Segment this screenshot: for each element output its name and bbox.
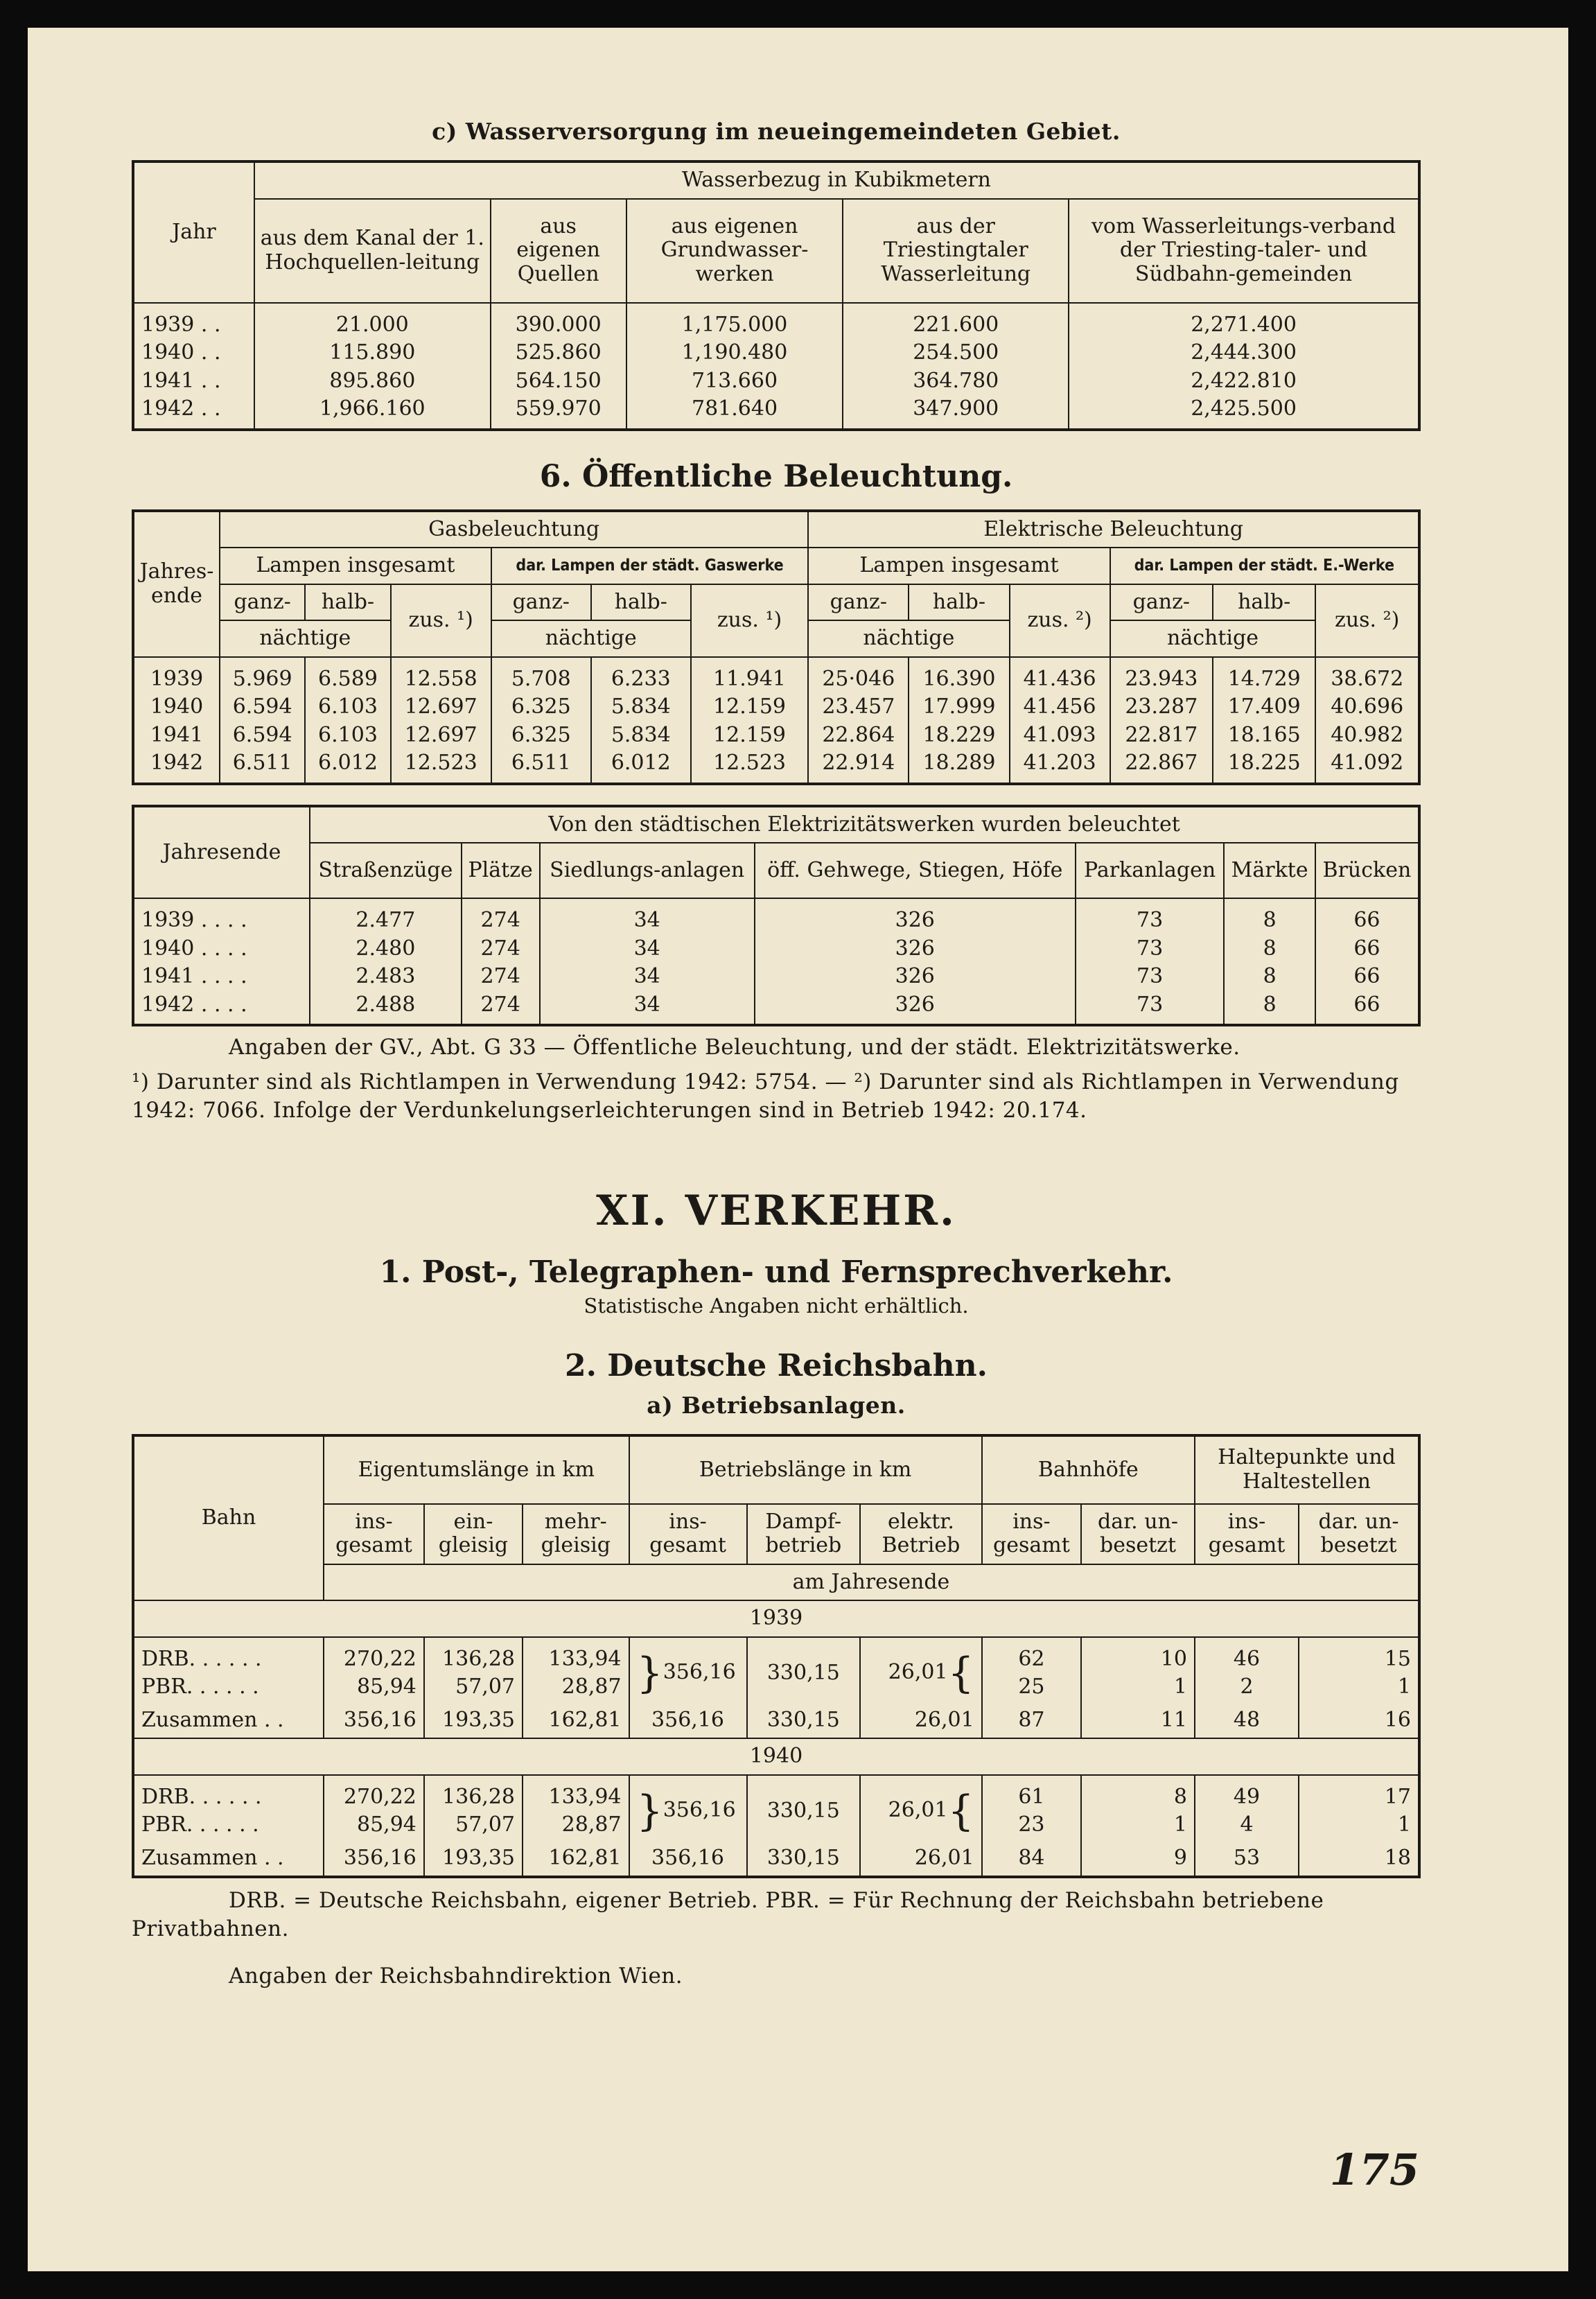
rail-header-bahnhoefe: Bahnhöfe <box>982 1435 1195 1504</box>
rail-row-sum <box>133 1702 1419 1739</box>
table-cell: 136,28 <box>424 1775 523 1812</box>
section-post-note: Statistische Angaben nicht erhältlich. <box>584 1293 969 1318</box>
electric-header-year: Jahresende <box>133 806 310 899</box>
rail-merged-betrieb <box>629 1775 747 1839</box>
lighting-gas-total-header: Lampen insgesamt <box>220 548 491 584</box>
electric-table-body <box>133 898 1419 1025</box>
table-cell: 12.523 <box>391 749 491 784</box>
table-cell: 193,35 <box>424 1702 523 1739</box>
table-cell: 4 <box>1195 1811 1299 1839</box>
rail-sub-header: ein-gleisig <box>424 1504 523 1564</box>
row-year: 1939 <box>133 657 220 694</box>
naechtige-header: nächtige <box>1110 620 1316 657</box>
electric-col-header: Parkanlagen <box>1076 843 1225 898</box>
rail-table-body <box>133 1600 1419 1877</box>
electric-col-header: Brücken <box>1315 843 1419 898</box>
table-cell: 49 <box>1195 1775 1299 1812</box>
table-cell: 25 <box>982 1673 1081 1702</box>
row-year: 1940 . . . . <box>133 935 310 963</box>
rail-row-sum <box>133 1839 1419 1878</box>
rail-year-row <box>133 1738 1419 1775</box>
lighting-section-title: 6. Öffentliche Beleuchtung. <box>539 458 1013 494</box>
water-table-title: c) Wasserversorgung im neueingemeindeten Gebiet. <box>432 118 1121 145</box>
table-cell: 2.480 <box>310 935 462 963</box>
table-cell: 23.943 <box>1110 657 1213 694</box>
water-table <box>132 160 1421 431</box>
halb-header: halb- <box>591 584 691 621</box>
page-content <box>132 118 1421 1990</box>
table-cell: 8 <box>1224 991 1315 1026</box>
table-cell: 2.477 <box>310 898 462 935</box>
table-cell: 73 <box>1076 991 1225 1026</box>
table-cell: 6.233 <box>591 657 691 694</box>
table-row <box>133 395 1419 430</box>
water-col-header: aus der Triestingtaler Wasserleitung <box>843 199 1069 303</box>
zus-header: zus. ²) <box>1315 584 1419 657</box>
table-cell: 193,35 <box>424 1839 523 1878</box>
section-rail-subtitle: a) Betriebsanlagen. <box>647 1391 906 1419</box>
rail-year-row <box>133 1600 1419 1637</box>
table-cell: 347.900 <box>843 395 1069 430</box>
electric-col-header: Plätze <box>462 843 540 898</box>
naechtige-header: nächtige <box>491 620 691 657</box>
rail-betrieb-value: 356,16 <box>663 1798 736 1823</box>
table-cell: 6.594 <box>220 722 305 750</box>
table-cell: 28,87 <box>523 1673 629 1702</box>
rail-header-betrieb: Betriebslänge in km <box>629 1435 982 1504</box>
water-header-group: Wasserbezug in Kubikmetern <box>254 161 1419 199</box>
table-cell: 270,22 <box>324 1775 424 1812</box>
table-cell: 2,444.300 <box>1069 339 1419 367</box>
table-cell: 133,94 <box>523 1775 629 1812</box>
table-cell: 162,81 <box>523 1702 629 1739</box>
table-cell: 41.092 <box>1315 749 1419 784</box>
table-cell: 40.982 <box>1315 722 1419 750</box>
water-table-body <box>133 303 1419 430</box>
table-cell: 12.159 <box>691 722 808 750</box>
table-cell: 8 <box>1224 898 1315 935</box>
table-cell: 2.483 <box>310 963 462 991</box>
table-cell: 5.834 <box>591 722 691 750</box>
table-cell: 1,966.160 <box>254 395 491 430</box>
halb-header: halb- <box>305 584 390 621</box>
rail-elektr-value: 26,01 <box>888 1798 948 1823</box>
table-cell: 41.436 <box>1010 657 1110 694</box>
row-year: 1942 <box>133 749 220 784</box>
electric-header-group: Von den städtischen Elektrizitätswerken wurden beleuchtet <box>310 806 1419 843</box>
table-cell: 1 <box>1081 1811 1195 1839</box>
table-cell: 6.594 <box>220 693 305 722</box>
electric-col-header: Märkte <box>1224 843 1315 898</box>
table-cell: 53 <box>1195 1839 1299 1878</box>
table-row <box>133 367 1419 396</box>
row-year: 1941 <box>133 722 220 750</box>
table-cell: 12.558 <box>391 657 491 694</box>
table-cell: 2.488 <box>310 991 462 1026</box>
table-cell: 8 <box>1224 963 1315 991</box>
rail-row-label: PBR. . . . . . <box>133 1811 324 1839</box>
rail-sub-header: dar. un-besetzt <box>1081 1504 1195 1564</box>
brace-icon: { <box>947 1649 974 1698</box>
naechtige-header: nächtige <box>808 620 1009 657</box>
table-cell: 66 <box>1315 963 1419 991</box>
electric-col-header: öff. Gehwege, Stiegen, Höfe <box>755 843 1076 898</box>
table-cell: 9 <box>1081 1839 1195 1878</box>
table-cell: 62 <box>982 1637 1081 1674</box>
table-cell: 6.325 <box>491 693 591 722</box>
page-number: 175 <box>1329 2144 1419 2195</box>
water-col-header: aus dem Kanal der 1. Hochquellen-leitung <box>254 199 491 303</box>
table-cell: 21.000 <box>254 303 491 340</box>
table-cell: 2,422.810 <box>1069 367 1419 396</box>
table-cell: 6.511 <box>491 749 591 784</box>
table-cell: 85,94 <box>324 1673 424 1702</box>
rail-sub-header: ins-gesamt <box>629 1504 747 1564</box>
section-rail-title: 2. Deutsche Reichsbahn. <box>565 1347 988 1383</box>
rail-sub-header: ins-gesamt <box>324 1504 424 1564</box>
water-col-header: vom Wasserleitungs-verband der Triesting-taler- und Südbahn-gemeinden <box>1069 199 1419 303</box>
table-cell: 6.012 <box>305 749 390 784</box>
rail-row-drb <box>133 1775 1419 1812</box>
rail-sub-header: mehr-gleisig <box>523 1504 629 1564</box>
table-cell: 781.640 <box>626 395 843 430</box>
table-cell: 162,81 <box>523 1839 629 1878</box>
table-cell: 274 <box>462 991 540 1026</box>
table-cell: 57,07 <box>424 1673 523 1702</box>
table-cell: 6.103 <box>305 693 390 722</box>
table-cell: 326 <box>755 935 1076 963</box>
rail-am-jahresende: am Jahresende <box>324 1564 1419 1601</box>
table-cell: 2 <box>1195 1673 1299 1702</box>
table-row <box>133 693 1419 722</box>
table-cell: 11.941 <box>691 657 808 694</box>
table-cell: 364.780 <box>843 367 1069 396</box>
table-cell: 274 <box>462 898 540 935</box>
brace-icon: } <box>636 1787 663 1836</box>
rail-sub-header: dar. un-besetzt <box>1299 1504 1419 1564</box>
row-year: 1939 . . <box>133 303 254 340</box>
electric-col-header: Straßenzüge <box>310 843 462 898</box>
table-cell: 136,28 <box>424 1637 523 1674</box>
table-cell: 66 <box>1315 935 1419 963</box>
ganz-header: ganz- <box>491 584 591 621</box>
table-cell: 41.093 <box>1010 722 1110 750</box>
table-cell: 73 <box>1076 963 1225 991</box>
rail-sub-header: ins-gesamt <box>1195 1504 1299 1564</box>
zus-header: zus. ²) <box>1010 584 1110 657</box>
table-cell: 8 <box>1224 935 1315 963</box>
rail-header-bahn: Bahn <box>133 1435 324 1601</box>
lighting-el-sub-header: dar. Lampen der städt. E.-Werke <box>1110 548 1419 584</box>
table-row <box>133 722 1419 750</box>
table-cell: 713.660 <box>626 367 843 396</box>
halb-header: halb- <box>1213 584 1315 621</box>
rail-merged-elektr <box>860 1775 982 1839</box>
rail-header-eigentum: Eigentumslänge in km <box>324 1435 629 1504</box>
table-cell: 559.970 <box>491 395 626 430</box>
electric-col-header: Siedlungs-anlagen <box>540 843 755 898</box>
electric-works-table <box>132 805 1421 1027</box>
brace-icon: } <box>636 1649 663 1698</box>
table-cell: 356,16 <box>324 1839 424 1878</box>
ganz-header: ganz- <box>220 584 305 621</box>
rail-row-drb <box>133 1637 1419 1674</box>
table-cell: 564.150 <box>491 367 626 396</box>
table-cell: 8 <box>1081 1775 1195 1812</box>
table-row <box>133 898 1419 935</box>
table-cell: 23.287 <box>1110 693 1213 722</box>
water-col-header: aus eigenen Quellen <box>491 199 626 303</box>
table-cell: 34 <box>540 963 755 991</box>
table-cell: 12.697 <box>391 693 491 722</box>
table-row <box>133 963 1419 991</box>
table-cell: 274 <box>462 935 540 963</box>
table-cell: 87 <box>982 1702 1081 1739</box>
table-cell: 84 <box>982 1839 1081 1878</box>
table-cell: 12.159 <box>691 693 808 722</box>
lighting-header-gas: Gasbeleuchtung <box>220 511 808 548</box>
table-cell: 10 <box>1081 1637 1195 1674</box>
rail-sub-header: Dampf-betrieb <box>747 1504 861 1564</box>
table-cell: 6.325 <box>491 722 591 750</box>
table-cell: 356,16 <box>629 1702 747 1739</box>
rail-row-label: DRB. . . . . . <box>133 1775 324 1812</box>
table-row <box>133 657 1419 694</box>
naechtige-header: nächtige <box>220 620 391 657</box>
rail-sub-header: elektr. Betrieb <box>860 1504 982 1564</box>
water-col-header: aus eigenen Grundwasser-werken <box>626 199 843 303</box>
table-cell: 26,01 <box>860 1839 982 1878</box>
table-cell: 1 <box>1081 1673 1195 1702</box>
table-cell: 330,15 <box>747 1839 861 1878</box>
table-cell: 326 <box>755 963 1076 991</box>
table-cell: 330,15 <box>747 1702 861 1739</box>
table-cell: 6.103 <box>305 722 390 750</box>
table-cell: 390.000 <box>491 303 626 340</box>
halb-header: halb- <box>909 584 1009 621</box>
table-cell: 46 <box>1195 1637 1299 1674</box>
rail-note-abbrev: DRB. = Deutsche Reichsbahn, eigener Betrieb. PBR. = Für Rechnung der Reichsbahn betriebene Privatbahnen. <box>132 1888 1324 1941</box>
row-year: 1942 . . . . <box>133 991 310 1026</box>
table-cell: 22.864 <box>808 722 909 750</box>
table-cell: 895.860 <box>254 367 491 396</box>
table-cell: 2,425.500 <box>1069 395 1419 430</box>
table-cell: 356,16 <box>324 1702 424 1739</box>
brace-icon: { <box>947 1787 974 1836</box>
table-cell: 356,16 <box>629 1839 747 1878</box>
table-cell: 270,22 <box>324 1637 424 1674</box>
table-cell: 6.589 <box>305 657 390 694</box>
table-row <box>133 749 1419 784</box>
rail-betrieb-value: 356,16 <box>663 1660 736 1685</box>
table-cell: 14.729 <box>1213 657 1315 694</box>
table-cell: 115.890 <box>254 339 491 367</box>
table-cell: 28,87 <box>523 1811 629 1839</box>
table-cell: 12.697 <box>391 722 491 750</box>
table-cell: 17.409 <box>1213 693 1315 722</box>
row-year: 1942 . . <box>133 395 254 430</box>
table-cell: 1 <box>1299 1673 1419 1702</box>
lighting-el-total-header: Lampen insgesamt <box>808 548 1110 584</box>
table-cell: 17 <box>1299 1775 1419 1812</box>
rail-year-label: 1940 <box>133 1738 1419 1775</box>
chapter-title: XI. VERKEHR. <box>596 1186 956 1235</box>
table-cell: 326 <box>755 991 1076 1026</box>
table-cell: 18.289 <box>909 749 1009 784</box>
rail-merged-betrieb <box>629 1637 747 1702</box>
table-cell: 23 <box>982 1811 1081 1839</box>
table-cell: 16 <box>1299 1702 1419 1739</box>
table-cell: 38.672 <box>1315 657 1419 694</box>
lighting-header-electric: Elektrische Beleuchtung <box>808 511 1419 548</box>
table-cell: 11 <box>1081 1702 1195 1739</box>
row-year: 1939 . . . . <box>133 898 310 935</box>
table-row <box>133 935 1419 963</box>
rail-row-label: Zusammen . . <box>133 1839 324 1878</box>
table-cell: 525.860 <box>491 339 626 367</box>
table-cell: 18.225 <box>1213 749 1315 784</box>
row-year: 1940 <box>133 693 220 722</box>
lighting-table-body <box>133 657 1419 784</box>
rail-sub-header: ins-gesamt <box>982 1504 1081 1564</box>
table-cell: 25·046 <box>808 657 909 694</box>
lighting-footnote: ¹) Darunter sind als Richtlampen in Verwendung 1942: 5754. — ²) Darunter sind als Richtlampen in Verwendung 1942: 7066. Infolge der Verdunkelungserleichterungen sind in Betrieb 1942: 20.174. <box>132 1069 1399 1123</box>
table-cell: 41.203 <box>1010 749 1110 784</box>
table-cell: 41.456 <box>1010 693 1110 722</box>
table-cell: 12.523 <box>691 749 808 784</box>
table-cell: 26,01 <box>860 1702 982 1739</box>
water-header-year: Jahr <box>133 161 254 303</box>
table-cell: 22.817 <box>1110 722 1213 750</box>
table-cell: 66 <box>1315 898 1419 935</box>
rail-row-label: DRB. . . . . . <box>133 1637 324 1674</box>
rail-merged-dampf: 330,15 <box>747 1637 861 1702</box>
table-cell: 18.165 <box>1213 722 1315 750</box>
table-cell: 61 <box>982 1775 1081 1812</box>
table-cell: 5.834 <box>591 693 691 722</box>
table-cell: 40.696 <box>1315 693 1419 722</box>
table-row <box>133 991 1419 1026</box>
table-cell: 23.457 <box>808 693 909 722</box>
table-cell: 2,271.400 <box>1069 303 1419 340</box>
lighting-source-note: Angaben der GV., Abt. G 33 — Öffentliche Beleuchtung, und der städt. Elektrizitätswerke. <box>229 1035 1240 1060</box>
rail-row-label: PBR. . . . . . <box>133 1673 324 1702</box>
table-cell: 66 <box>1315 991 1419 1026</box>
table-cell: 1,190.480 <box>626 339 843 367</box>
rail-elektr-value: 26,01 <box>888 1660 948 1685</box>
table-row <box>133 303 1419 340</box>
table-cell: 274 <box>462 963 540 991</box>
rail-merged-dampf: 330,15 <box>747 1775 861 1839</box>
document-page <box>28 28 1568 2271</box>
table-row <box>133 339 1419 367</box>
table-cell: 18.229 <box>909 722 1009 750</box>
lighting-header-year: Jahres-ende <box>133 511 220 657</box>
table-cell: 6.511 <box>220 749 305 784</box>
ganz-header: ganz- <box>808 584 909 621</box>
table-cell: 85,94 <box>324 1811 424 1839</box>
table-cell: 5.708 <box>491 657 591 694</box>
row-year: 1941 . . <box>133 367 254 396</box>
table-cell: 6.012 <box>591 749 691 784</box>
ganz-header: ganz- <box>1110 584 1213 621</box>
rail-note-source: Angaben der Reichsbahndirektion Wien. <box>229 1963 683 1988</box>
table-cell: 326 <box>755 898 1076 935</box>
table-cell: 48 <box>1195 1702 1299 1739</box>
table-cell: 34 <box>540 991 755 1026</box>
lighting-gas-sub-header: dar. Lampen der städt. Gaswerke <box>491 548 808 584</box>
table-cell: 1,175.000 <box>626 303 843 340</box>
table-cell: 133,94 <box>523 1637 629 1674</box>
zus-header: zus. ¹) <box>391 584 491 657</box>
rail-year-label: 1939 <box>133 1600 1419 1637</box>
table-cell: 57,07 <box>424 1811 523 1839</box>
table-cell: 22.867 <box>1110 749 1213 784</box>
row-year: 1940 . . <box>133 339 254 367</box>
table-cell: 18 <box>1299 1839 1419 1878</box>
section-post-title: 1. Post-, Telegraphen- und Fernsprechverkehr. <box>379 1254 1173 1290</box>
lighting-table <box>132 509 1421 785</box>
rail-merged-elektr <box>860 1637 982 1702</box>
table-cell: 1 <box>1299 1811 1419 1839</box>
row-year: 1941 . . . . <box>133 963 310 991</box>
rail-table <box>132 1434 1421 1879</box>
table-cell: 221.600 <box>843 303 1069 340</box>
table-cell: 73 <box>1076 898 1225 935</box>
table-cell: 15 <box>1299 1637 1419 1674</box>
table-cell: 16.390 <box>909 657 1009 694</box>
table-cell: 17.999 <box>909 693 1009 722</box>
rail-row-label: Zusammen . . <box>133 1702 324 1739</box>
table-cell: 34 <box>540 898 755 935</box>
table-cell: 73 <box>1076 935 1225 963</box>
table-cell: 22.914 <box>808 749 909 784</box>
rail-header-haltepunkte: Haltepunkte und Haltestellen <box>1195 1435 1419 1504</box>
zus-header: zus. ¹) <box>691 584 808 657</box>
table-cell: 5.969 <box>220 657 305 694</box>
table-cell: 34 <box>540 935 755 963</box>
table-cell: 254.500 <box>843 339 1069 367</box>
